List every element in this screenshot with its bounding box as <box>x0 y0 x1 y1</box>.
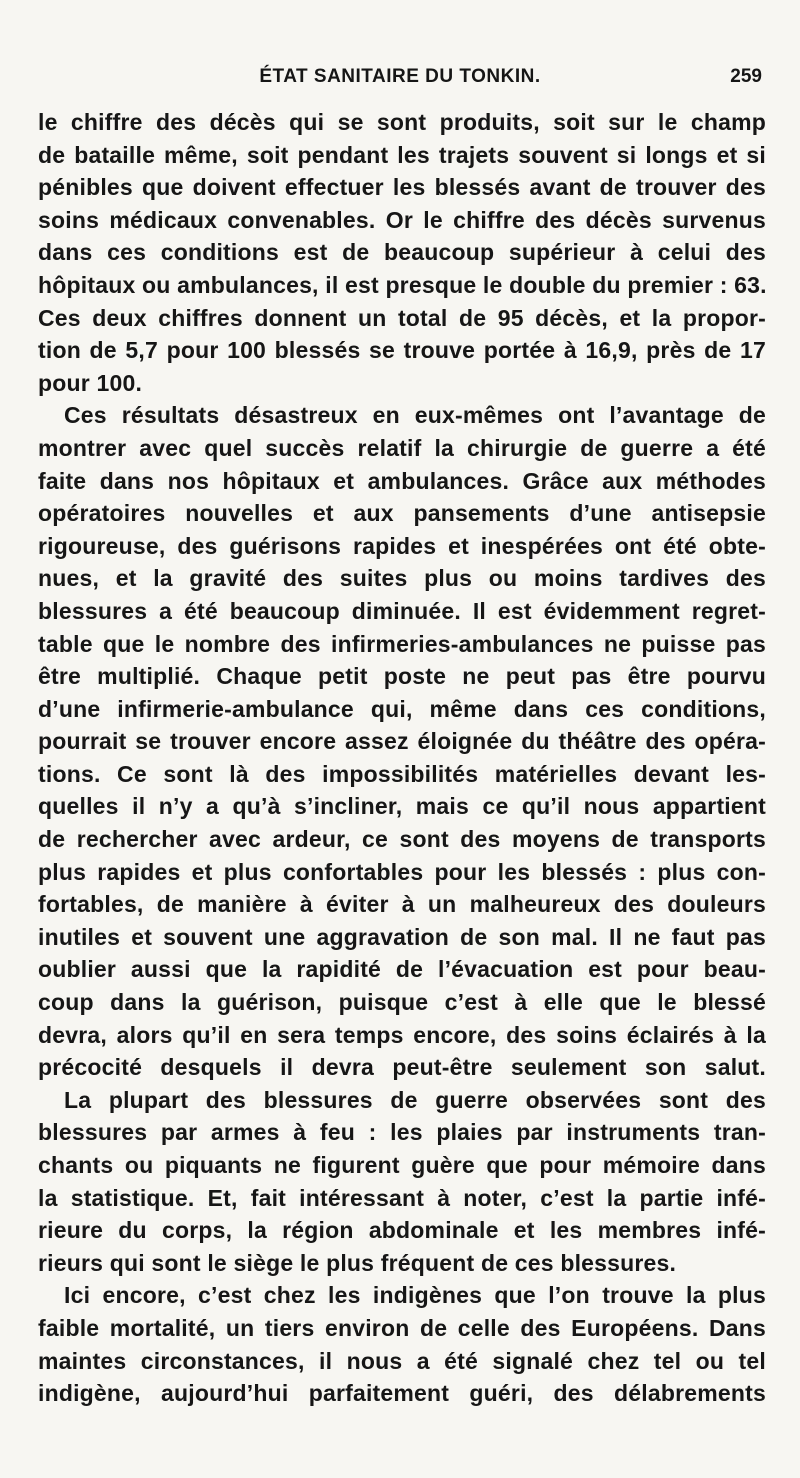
text-line: table que le nombre des infirmeries-ambulances ne puisse pas <box>38 630 766 657</box>
text-line: fortables, de manière à éviter à un malheureux des douleurs <box>38 891 766 918</box>
text-line: d’une infirmerie-ambulance qui, même dans ces conditions, <box>38 695 766 722</box>
text-line: blessures par armes à feu : les plaies par instruments tran- <box>38 1119 766 1146</box>
text-line: rieurs qui sont le siège le plus fréquent de ces blessures. <box>38 1249 677 1276</box>
text-line: maintes circonstances, il nous a été signalé chez tel ou tel <box>38 1347 766 1374</box>
text-line: plus rapides et plus confortables pour les blessés : plus con- <box>38 858 766 885</box>
text-line: inutiles et souvent une aggravation de son mal. Il ne faut pas <box>38 923 766 950</box>
text-line: le chiffre des décès qui se sont produits, soit sur le champ <box>38 109 766 135</box>
text-line: dans ces conditions est de beaucoup supérieur à celui des <box>38 239 766 266</box>
text-line: hôpitaux ou ambulances, il est presque le double du premier : 63. <box>38 271 767 298</box>
text-line: Ces résultats désastreux en eux-mêmes ont l’avantage de <box>64 402 766 429</box>
text-line: soins médicaux convenables. Or le chiffre des décès survenus <box>38 206 766 233</box>
text-line: tions. Ce sont là des impossibilités matérielles devant les- <box>38 760 766 787</box>
text-line: opératoires nouvelles et aux pansements d’une antisepsie <box>38 500 766 527</box>
text-line: indigène, aujourd’hui parfaitement guéri, des délabrements <box>38 1380 766 1407</box>
text-line: être multiplié. Chaque petit poste ne peut pas être pourvu <box>38 663 766 690</box>
text-line: chants ou piquants ne figurent guère que pour mémoire dans <box>38 1152 766 1178</box>
text-line: de rechercher avec ardeur, ce sont des moyens de transports <box>38 826 766 853</box>
text-line: rieure du corps, la région abdominale et les membres infé- <box>38 1217 766 1244</box>
text-line: pour 100. <box>38 369 143 396</box>
body-text <box>38 106 766 1410</box>
text-line: La plupart des blessures de guerre observées sont des <box>64 1086 766 1113</box>
text-line: oublier aussi que la rapidité de l’évacuation est pour beau- <box>38 956 766 983</box>
text-line: devra, alors qu’il en sera temps encore, des soins éclairés à la <box>38 1021 766 1048</box>
text-line: faible mortalité, un tiers environ de celle des Européens. Dans <box>38 1314 766 1341</box>
text-line: coup dans la guérison, puisque c’est à elle que le blessé <box>38 989 766 1016</box>
text-line: nues, et la gravité des suites plus ou moins tardives des <box>38 565 766 592</box>
page-header <box>38 62 762 102</box>
text-line: Ces deux chiffres donnent un total de 95 décès, et la propor- <box>38 304 766 331</box>
text-line: pénibles que doivent effectuer les blessés avant de trouver des <box>38 174 766 201</box>
text-line: la statistique. Et, fait intéressant à noter, c’est la partie infé- <box>38 1184 766 1211</box>
running-title: ÉTAT SANITAIRE DU TONKIN. <box>259 66 541 87</box>
page-number: 259 <box>730 66 762 87</box>
text-line: Ici encore, c’est chez les indigènes que l’on trouve la plus <box>64 1282 766 1309</box>
text-line: blessures a été beaucoup diminuée. Il est évidemment regret- <box>38 597 766 624</box>
text-line: pourrait se trouver encore assez éloignée du théâtre des opéra- <box>38 728 766 755</box>
text-line: de bataille même, soit pendant les trajets souvent si longs et si <box>38 141 766 168</box>
text-line: précocité desquels il devra peut-être seulement son salut. <box>38 1054 766 1081</box>
text-line: montrer avec quel succès relatif la chirurgie de guerre a été <box>38 434 766 461</box>
text-line: tion de 5,7 pour 100 blessés se trouve portée à 16,9, près de 17 <box>38 337 766 364</box>
text-line: quelles il n’y a qu’à s’incliner, mais ce qu’il nous appartient <box>38 793 766 820</box>
text-line: faite dans nos hôpitaux et ambulances. Grâce aux méthodes <box>38 467 766 494</box>
text-line: rigoureuse, des guérisons rapides et inespérées ont été obte- <box>38 532 766 559</box>
